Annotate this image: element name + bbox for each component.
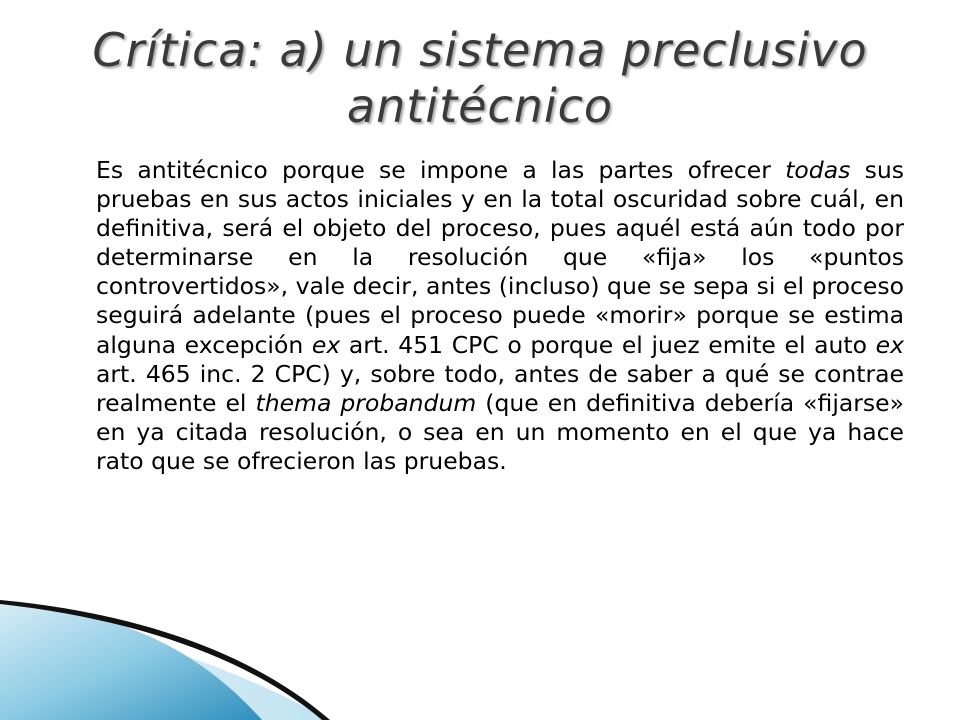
body-emphasis-todas: todas <box>785 156 851 184</box>
title-line-2: antitécnico <box>346 79 614 133</box>
body-paragraph <box>96 156 904 476</box>
body-text-segment: (que en definitiva debería «fijarse» en ya citada resolución, o sea en un momento en el que ya hace rato que se ofrecieron las pruebas. <box>96 388 904 475</box>
body-emphasis-ex: ex <box>311 330 341 359</box>
body-text-segment: art. 451 CPC o porque el juez emite el auto <box>340 330 876 359</box>
title-line-1: Crítica: a) un sistema preclusivo <box>92 23 868 77</box>
swoosh-blue-band <box>0 600 262 720</box>
body-text-segment: sus pruebas en sus actos iniciales y en la total oscuridad sobre cuál, en definitiva, será el objeto del proceso, pues aquél está aún todo por determinarse en la resolución que «fija» los «puntos controvertidos», vale decir, antes (incluso) que se sepa si el proceso seguirá adelante (pues el proceso puede «morir» porque se estima alguna excepción <box>96 156 904 359</box>
body-text-segment: Es antitécnico porque se impone a las partes ofrecer <box>96 156 786 184</box>
body-text-segment: art. 465 inc. 2 CPC) y, sobre todo, antes de saber a qué se contrae realmente el <box>96 359 904 417</box>
slide-title <box>40 22 920 134</box>
body-emphasis-thema-probandum: thema probandum <box>255 388 477 417</box>
body-emphasis-ex: ex <box>875 330 905 359</box>
